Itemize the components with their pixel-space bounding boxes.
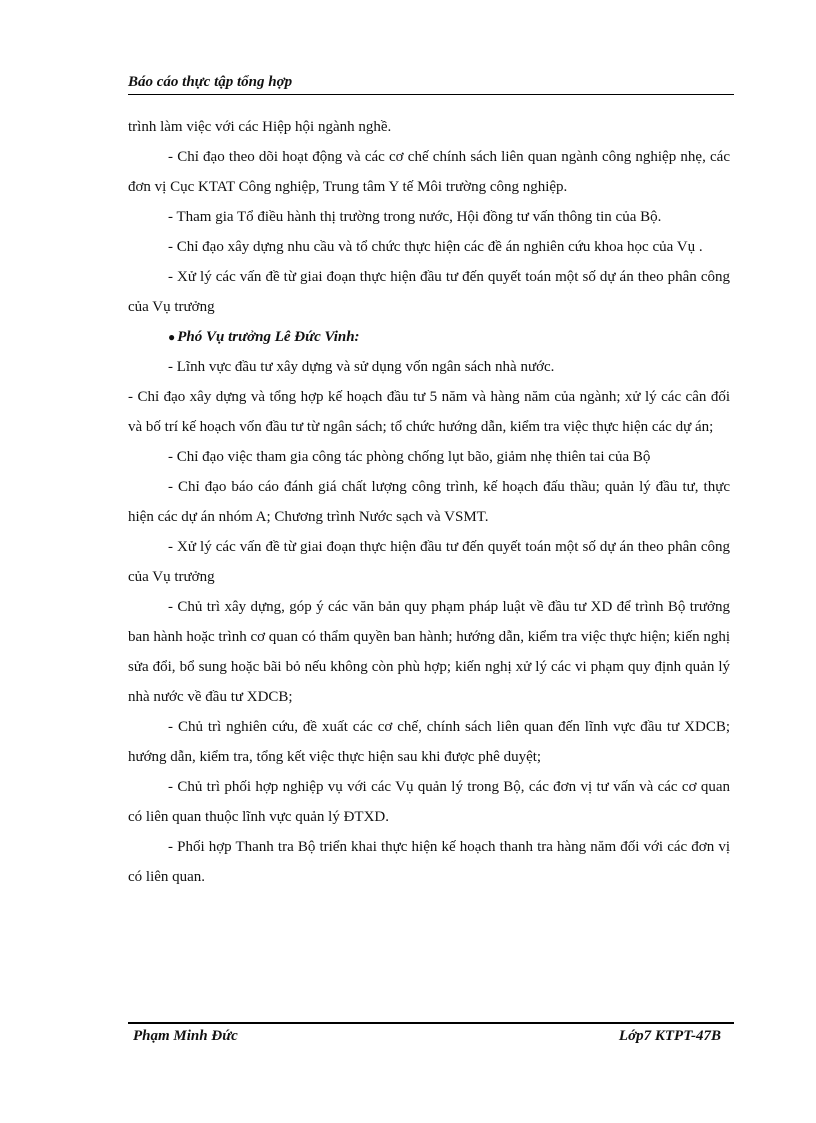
footer-divider xyxy=(128,1022,734,1024)
paragraph: - Chủ trì phối hợp nghiệp vụ với các Vụ quản lý trong Bộ, các đơn vị tư vấn và các cơ quan có liên quan thuộc lĩnh vực quản lý ĐTXD. xyxy=(128,779,730,825)
paragraph: - Chủ trì nghiên cứu, đề xuất các cơ chế, chính sách liên quan đến lĩnh vực đầu tư XDCB; hướng dẫn, kiểm tra, tổng kết việc thực hiện sau khi được phê duyệt; xyxy=(128,719,730,765)
report-title: Báo cáo thực tập tổng hợp xyxy=(128,74,293,90)
paragraph: - Xử lý các vấn đề từ giai đoạn thực hiện đầu tư đến quyết toán một số dự án theo phân công của Vụ trưởng xyxy=(128,269,730,315)
paragraph: trình làm việc với các Hiệp hội ngành nghề. xyxy=(128,119,392,135)
paragraph: - Tham gia Tổ điều hành thị trường trong nước, Hội đồng tư vấn thông tin của Bộ. xyxy=(168,209,662,225)
paragraph: - Lĩnh vực đầu tư xây dựng và sử dụng vốn ngân sách nhà nước. xyxy=(168,359,555,375)
paragraph: - Chỉ đạo xây dựng nhu cầu và tổ chức thực hiện các đề án nghiên cứu khoa học của Vụ . xyxy=(168,239,703,255)
paragraph: - Xử lý các vấn đề từ giai đoạn thực hiện đầu tư đến quyết toán một số dự án theo phân công của Vụ trưởng xyxy=(128,539,730,585)
bullet-icon: ● xyxy=(168,330,176,344)
author-name: Phạm Minh Đức xyxy=(133,1028,238,1044)
paragraph: - Phối hợp Thanh tra Bộ triển khai thực hiện kế hoạch thanh tra hàng năm đối với các đơn vị có liên quan. xyxy=(128,839,730,885)
page-footer xyxy=(133,1028,721,1045)
document-body xyxy=(128,112,730,892)
page-header xyxy=(128,74,734,95)
paragraph: - Chỉ đạo báo cáo đánh giá chất lượng công trình, kế hoạch đấu thầu; quản lý đầu tư, thực hiện các dự án nhóm A; Chương trình Nước sạch và VSMT. xyxy=(128,479,730,525)
paragraph: - Chỉ đạo xây dựng và tổng hợp kế hoạch đầu tư 5 năm và hàng năm của ngành; xử lý các cân đối và bố trí kế hoạch vốn đầu tư từ ngân sách; tổ chức hướng dẫn, kiểm tra việc thực hiện các dự án; xyxy=(128,389,730,435)
section-heading xyxy=(128,322,730,352)
paragraph: - Chủ trì xây dựng, góp ý các văn bản quy phạm pháp luật về đầu tư XD để trình Bộ trưởng ban hành hoặc trình cơ quan có thẩm quyền ban hành; hướng dẫn, kiểm tra việc thực hiện; kiến nghị sửa đổi, bổ sung hoặc bãi bỏ nếu không còn phù hợp; kiến nghị xử lý các vi phạm quy định quản lý nhà nước về đầu tư XDCB; xyxy=(128,599,730,705)
section-heading-text: Phó Vụ trưởng Lê Đức Vinh: xyxy=(177,329,360,345)
paragraph: - Chỉ đạo việc tham gia công tác phòng chống lụt bão, giảm nhẹ thiên tai của Bộ xyxy=(168,449,651,465)
class-name: Lớp7 KTPT-47B xyxy=(618,1028,721,1044)
paragraph: - Chỉ đạo theo dõi hoạt động và các cơ chế chính sách liên quan ngành công nghiệp nhẹ, các đơn vị Cục KTAT Công nghiệp, Trung tâm Y tế Môi trường công nghiệp. xyxy=(128,149,730,195)
